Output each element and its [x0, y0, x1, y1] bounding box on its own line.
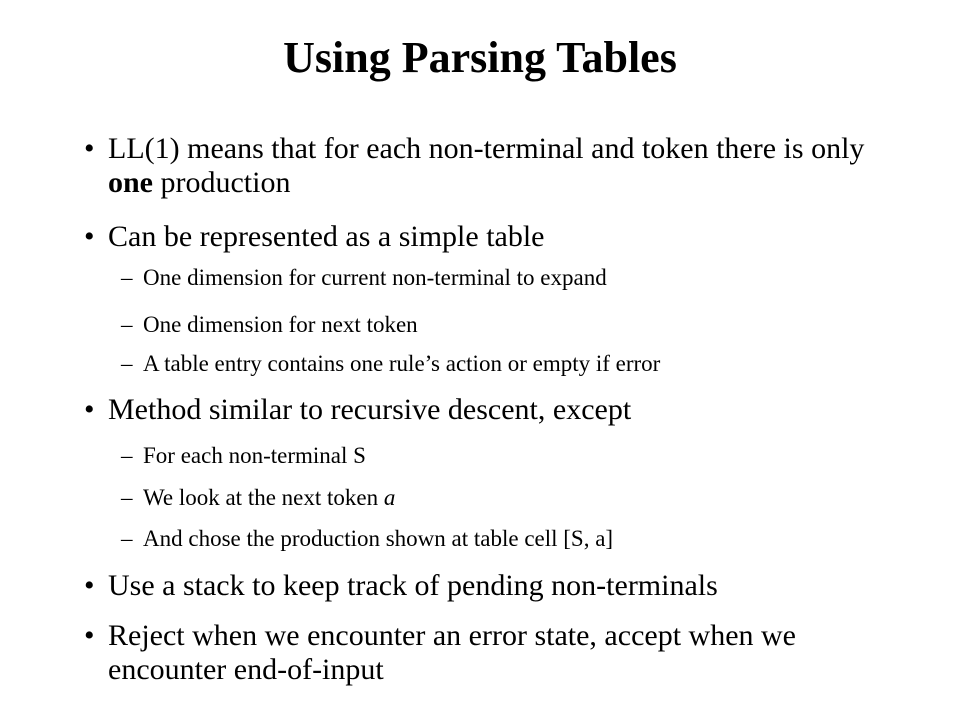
- dash-marker: –: [121, 485, 133, 510]
- dash-marker: –: [121, 265, 133, 290]
- sub-bullet: [121, 442, 921, 470]
- bullet-text: Reject when we encounter an error state, accept when we encounter end-of-input: [108, 619, 796, 686]
- sub-bullet: [121, 350, 921, 378]
- bullet-dot: •: [84, 569, 95, 602]
- sub-bullet: [121, 484, 921, 512]
- dash-marker: –: [121, 312, 133, 337]
- token-variable: a: [383, 485, 396, 510]
- bullet-text: Use a stack to keep track of pending non-terminals: [108, 569, 718, 602]
- sub-bullet-text: [143, 484, 921, 512]
- sub-bullet-text: A table entry contains one rule’s action or empty if error: [143, 351, 661, 376]
- dash-marker: –: [121, 351, 133, 376]
- bullet-text-part: production: [153, 166, 291, 199]
- bullet-table: [84, 220, 914, 254]
- sub-bullet-text-part: We look at the next token: [143, 485, 384, 510]
- bullet-text: Can be represented as a simple table: [108, 220, 545, 253]
- dash-marker: –: [121, 526, 133, 551]
- sub-bullet: [121, 525, 921, 553]
- bullet-dot: •: [84, 619, 95, 652]
- bullet-dot: •: [84, 220, 95, 253]
- sub-bullet-text: One dimension for current non-terminal to expand: [143, 265, 607, 290]
- bullet-reject: [84, 619, 914, 687]
- bullet-dot: •: [84, 393, 95, 426]
- bullet-method: [84, 393, 914, 427]
- bullet-emphasis: one: [108, 166, 153, 199]
- sub-bullet-text: And chose the production shown at table cell [S, a]: [143, 526, 614, 551]
- bullet-stack: [84, 569, 914, 603]
- dash-marker: –: [121, 443, 133, 468]
- sub-bullet-text: One dimension for next token: [143, 312, 418, 337]
- bullet-text: [108, 132, 914, 200]
- sub-bullet: [121, 264, 921, 292]
- bullet-ll1: [84, 132, 914, 200]
- sub-bullet-text: For each non-terminal S: [143, 443, 366, 468]
- slide-title: Using Parsing Tables: [283, 33, 677, 82]
- sub-bullet: [121, 311, 921, 339]
- bullet-text: Method similar to recursive descent, except: [108, 393, 632, 426]
- bullet-dot: •: [84, 132, 95, 165]
- bullet-text-part: LL(1) means that for each non-terminal and token there is only: [108, 132, 865, 165]
